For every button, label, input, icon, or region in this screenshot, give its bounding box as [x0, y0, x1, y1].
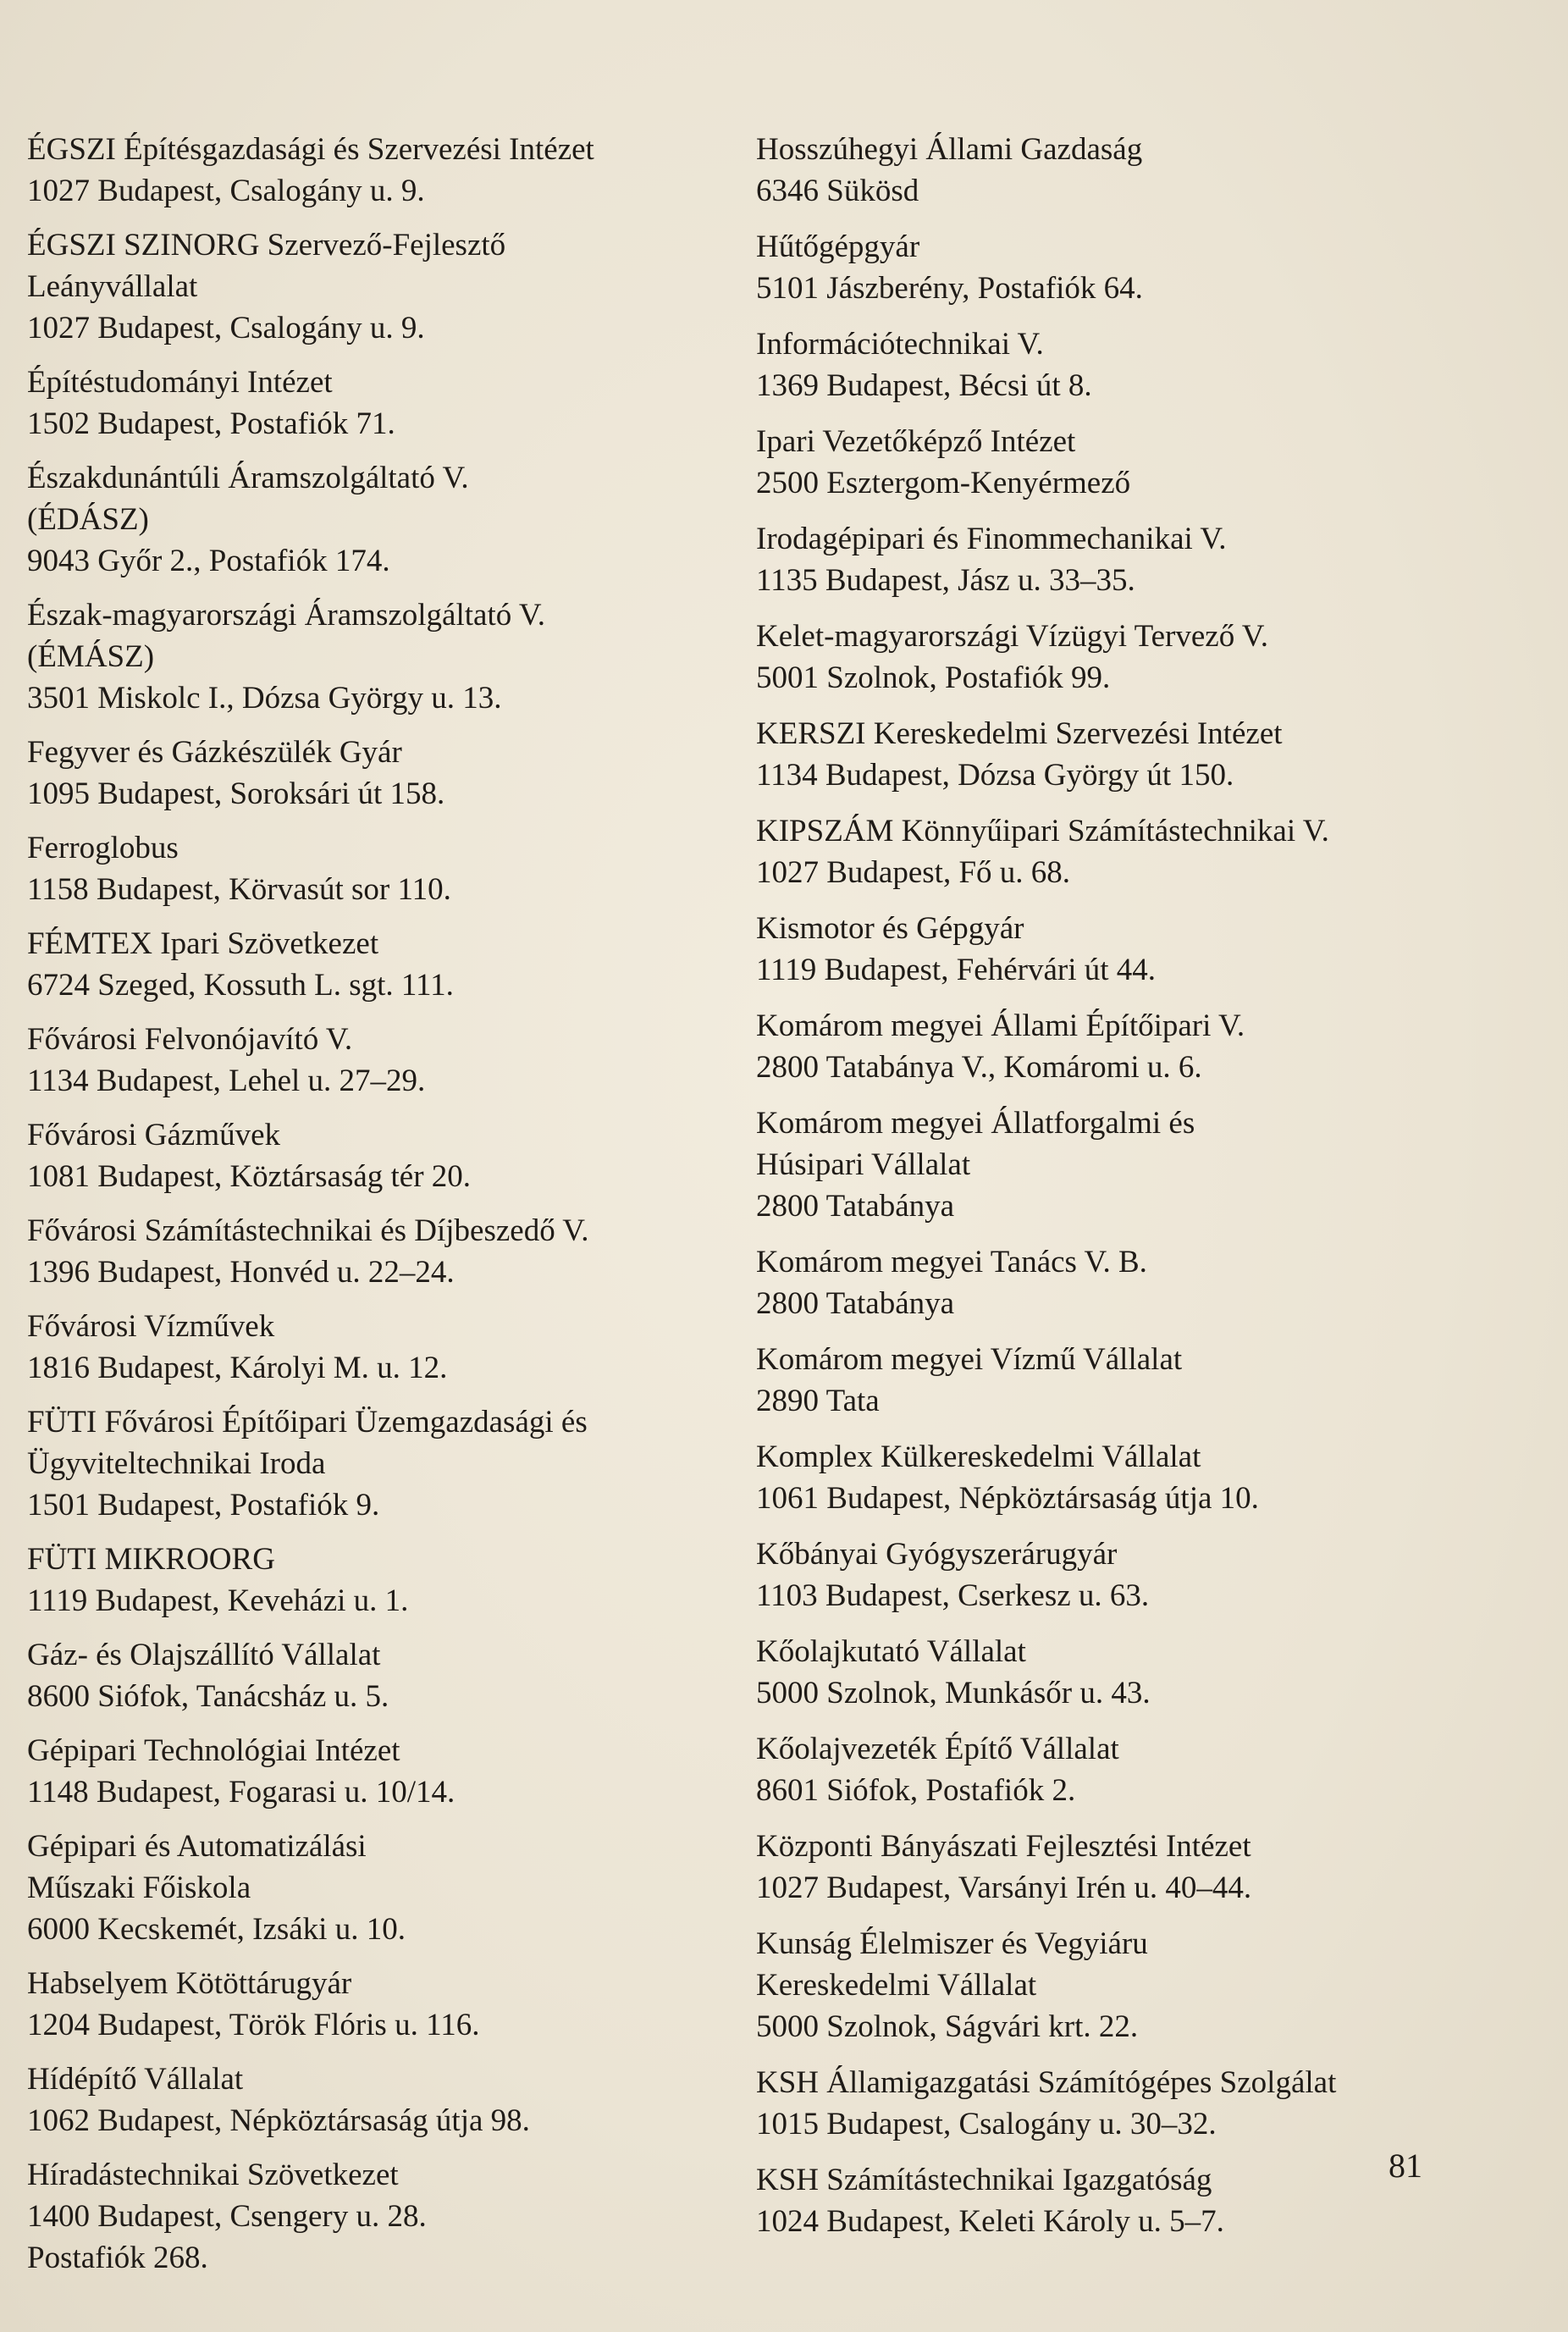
entry-name: FÉMTEX Ipari Szövetkezet	[27, 926, 379, 961]
entry-address-line: 1081 Budapest, Köztársaság tér 20.	[27, 1159, 472, 1194]
directory-entry	[756, 421, 1518, 504]
entry-address-line: 1027 Budapest, Csalogány u. 9.	[27, 174, 425, 208]
entry-address-line: Kereskedelmi Vállalat	[756, 1968, 1037, 2003]
entry-address-line: 2890 Tata	[756, 1384, 880, 1418]
entry-address-line: 1501 Budapest, Postafiók 9.	[27, 1488, 380, 1522]
directory-entry	[756, 129, 1518, 212]
entry-name: Észak-magyarországi Áramszolgáltató V.	[27, 598, 546, 633]
directory-entry	[27, 827, 747, 910]
directory-entry	[27, 594, 747, 719]
directory-entry	[27, 1306, 747, 1389]
entry-name: Híradástechnikai Szövetkezet	[27, 2158, 399, 2192]
directory-entry	[27, 457, 747, 582]
entry-address-line: Húsipari Vállalat	[756, 1147, 971, 1182]
entry-address-line: Ügyviteltechnikai Iroda	[27, 1446, 326, 1481]
entry-name: Fővárosi Gázművek	[27, 1118, 281, 1152]
directory-entry	[27, 1826, 747, 1950]
entry-name: KSH Államigazgatási Számítógépes Szolgálat	[756, 2065, 1337, 2100]
left-column	[27, 129, 747, 2291]
entry-name: Kőolajkutató Vállalat	[756, 1634, 1026, 1669]
entry-name: Kismotor és Gépgyár	[756, 911, 1024, 946]
directory-entry	[27, 1210, 747, 1293]
entry-name: Gépipari és Automatizálási	[27, 1829, 367, 1864]
entry-name: FÜTI Fővárosi Építőipari Üzemgazdasági és	[27, 1405, 588, 1440]
entry-address-line: 1158 Budapest, Körvasút sor 110.	[27, 872, 451, 907]
directory-entry	[756, 518, 1518, 601]
entry-address-line: 3501 Miskolc I., Dózsa György u. 13.	[27, 681, 502, 716]
directory-entry	[27, 129, 747, 212]
entry-address-line: 1148 Budapest, Fogarasi u. 10/14.	[27, 1775, 455, 1810]
entry-address-line: Leányvállalat	[27, 269, 198, 304]
entry-name: Kőolajvezeték Építő Vállalat	[756, 1732, 1119, 1766]
directory-entry	[756, 1241, 1518, 1324]
entry-name: Hídépítő Vállalat	[27, 2062, 244, 2097]
entry-name: Hosszúhegyi Állami Gazdaság	[756, 132, 1143, 167]
entry-name: Habselyem Kötöttárugyár	[27, 1966, 352, 2001]
entry-name: Fővárosi Számítástechnikai és Díjbeszedő V.	[27, 1213, 589, 1248]
directory-entry	[27, 732, 747, 815]
entry-address-line: 1024 Budapest, Keleti Károly u. 5–7.	[756, 2204, 1224, 2239]
entry-name: ÉGSZI Építésgazdasági és Szervezési Intézet	[27, 132, 594, 167]
entry-address-line: (ÉMÁSZ)	[27, 639, 155, 674]
entry-address-line: 6346 Sükösd	[756, 174, 919, 208]
entry-address-line: 1119 Budapest, Fehérvári út 44.	[756, 953, 1157, 987]
entry-address-line: 8601 Siófok, Postafiók 2.	[756, 1773, 1076, 1808]
directory-entry	[756, 1102, 1518, 1227]
directory-entry	[756, 616, 1518, 699]
entry-address-line: 1119 Budapest, Keveházi u. 1.	[27, 1583, 409, 1618]
entry-address-line: 1015 Budapest, Csalogány u. 30–32.	[756, 2107, 1217, 2141]
entry-address-line: 9043 Győr 2., Postafiók 174.	[27, 544, 390, 578]
entry-address-line: 5000 Szolnok, Munkásőr u. 43.	[756, 1676, 1151, 1710]
entry-address-line: 1369 Budapest, Bécsi út 8.	[756, 368, 1092, 403]
entry-address-line: 5101 Jászberény, Postafiók 64.	[756, 271, 1143, 306]
entry-address-line: 1134 Budapest, Lehel u. 27–29.	[27, 1064, 426, 1098]
entry-address-line: (ÉDÁSZ)	[27, 502, 149, 537]
entry-address-line: 1062 Budapest, Népköztársaság útja 98.	[27, 2103, 530, 2138]
entry-address-line: 2500 Esztergom-Kenyérmező	[756, 466, 1131, 500]
entry-address-line: 1816 Budapest, Károlyi M. u. 12.	[27, 1351, 448, 1385]
directory-entry	[756, 908, 1518, 991]
entry-name: Komplex Külkereskedelmi Vállalat	[756, 1440, 1201, 1474]
entry-address-line: Postafiók 268.	[27, 2241, 208, 2275]
entry-address-line: 5000 Szolnok, Ságvári krt. 22.	[756, 2009, 1139, 2044]
entry-address-line: 1027 Budapest, Varsányi Irén u. 40–44.	[756, 1871, 1252, 1905]
directory-entry	[756, 1339, 1518, 1422]
entry-name: Kunság Élelmiszer és Vegyiáru	[756, 1926, 1148, 1961]
directory-entry	[27, 362, 747, 445]
page-number: 81	[1389, 2147, 1422, 2185]
directory-entry	[756, 1728, 1518, 1811]
entry-name: KERSZI Kereskedelmi Szervezési Intézet	[756, 716, 1283, 751]
directory-entry	[27, 2154, 747, 2279]
entry-address-line: 2800 Tatabánya	[756, 1286, 955, 1321]
entry-name: Északdunántúli Áramszolgáltató V.	[27, 461, 469, 495]
entry-address-line: 6724 Szeged, Kossuth L. sgt. 111.	[27, 968, 454, 1003]
entry-name: KIPSZÁM Könnyűipari Számítástechnikai V.	[756, 814, 1329, 848]
entry-name: Irodagépipari és Finommechanikai V.	[756, 522, 1227, 556]
entry-address-line: 1095 Budapest, Soroksári út 158.	[27, 776, 445, 811]
entry-name: KSH Számítástechnikai Igazgatóság	[756, 2163, 1212, 2197]
entry-name: Fővárosi Vízművek	[27, 1309, 275, 1344]
entry-address-line: 6000 Kecskemét, Izsáki u. 10.	[27, 1912, 406, 1947]
entry-address-line: 8600 Siófok, Tanácsház u. 5.	[27, 1679, 389, 1714]
directory-entry	[27, 1730, 747, 1813]
right-column	[756, 129, 1518, 2257]
entry-name: Komárom megyei Tanács V. B.	[756, 1245, 1147, 1279]
directory-entry	[27, 224, 747, 349]
entry-address-line: 1400 Budapest, Csengery u. 28.	[27, 2199, 427, 2234]
entry-name: Fegyver és Gázkészülék Gyár	[27, 735, 402, 770]
entry-name: Kőbányai Gyógyszerárugyár	[756, 1537, 1118, 1572]
directory-entry	[756, 1436, 1518, 1519]
directory-entry	[756, 713, 1518, 796]
directory-entry	[756, 2062, 1518, 2145]
entry-address-line: 2800 Tatabánya	[756, 1189, 955, 1224]
entry-name: Ferroglobus	[27, 831, 179, 865]
directory-entry	[27, 1019, 747, 1102]
entry-name: Gáz- és Olajszállító Vállalat	[27, 1638, 381, 1672]
entry-name: Ipari Vezetőképző Intézet	[756, 424, 1076, 459]
directory-entry	[27, 2058, 747, 2141]
entry-name: Építéstudományi Intézet	[27, 365, 333, 400]
entry-address-line: 1027 Budapest, Csalogány u. 9.	[27, 311, 425, 345]
directory-entry	[27, 923, 747, 1006]
entry-address-line: 5001 Szolnok, Postafiók 99.	[756, 660, 1111, 695]
entry-address-line: 1103 Budapest, Cserkesz u. 63.	[756, 1578, 1150, 1613]
directory-entry	[756, 810, 1518, 893]
entry-name: Komárom megyei Állami Építőipari V.	[756, 1009, 1245, 1043]
entry-name: Fővárosi Felvonójavító V.	[27, 1022, 353, 1057]
entry-address-line: 1502 Budapest, Postafiók 71.	[27, 406, 395, 441]
directory-entry	[756, 1005, 1518, 1088]
entry-name: Kelet-magyarországi Vízügyi Tervező V.	[756, 619, 1268, 654]
directory-entry	[27, 1539, 747, 1622]
directory-entry	[756, 226, 1518, 309]
entry-address-line: 1204 Budapest, Török Flóris u. 116.	[27, 2008, 480, 2042]
directory-entry	[27, 1963, 747, 2046]
directory-entry	[756, 1533, 1518, 1616]
entry-name: Komárom megyei Vízmű Vállalat	[756, 1342, 1183, 1377]
entry-name: Hűtőgépgyár	[756, 229, 920, 264]
entry-address-line: 1061 Budapest, Népköztársaság útja 10.	[756, 1481, 1259, 1516]
entry-address-line: 1134 Budapest, Dózsa György út 150.	[756, 758, 1234, 793]
directory-entry	[27, 1401, 747, 1526]
entry-name: Információtechnikai V.	[756, 327, 1044, 362]
entry-name: Komárom megyei Állatforgalmi és	[756, 1106, 1195, 1141]
entry-name: FÜTI MIKROORG	[27, 1542, 275, 1577]
entry-name: ÉGSZI SZINORG Szervező-Fejlesztő	[27, 228, 506, 262]
directory-entry	[27, 1634, 747, 1717]
entry-name: Gépipari Technológiai Intézet	[27, 1733, 400, 1768]
directory-entry	[756, 1631, 1518, 1714]
directory-entry	[756, 1923, 1518, 2047]
entry-address-line: 1135 Budapest, Jász u. 33–35.	[756, 563, 1135, 598]
directory-entry	[756, 323, 1518, 406]
entry-address-line: Műszaki Főiskola	[27, 1871, 251, 1905]
directory-entry	[27, 1114, 747, 1197]
entry-address-line: 2800 Tatabánya V., Komáromi u. 6.	[756, 1050, 1202, 1085]
entry-address-line: 1396 Budapest, Honvéd u. 22–24.	[27, 1255, 455, 1290]
directory-entry	[756, 1826, 1518, 1909]
entry-address-line: 1027 Budapest, Fő u. 68.	[756, 855, 1071, 890]
entry-name: Központi Bányászati Fejlesztési Intézet	[756, 1829, 1251, 1864]
